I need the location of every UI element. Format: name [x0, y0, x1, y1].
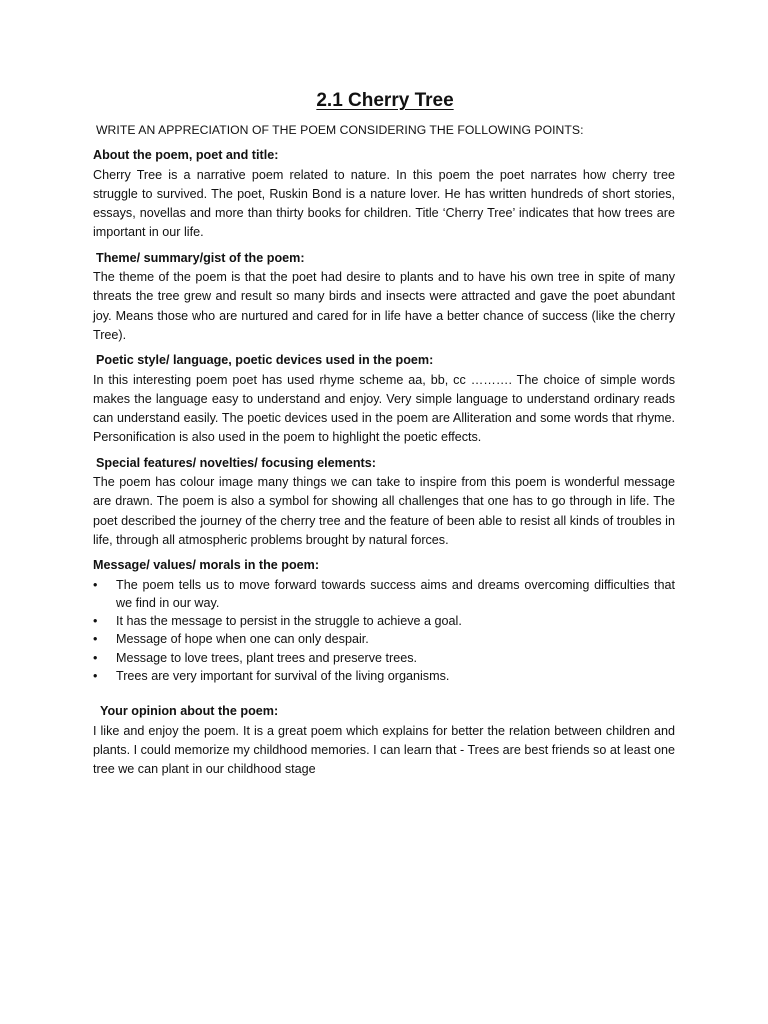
section-body-style: In this interesting poem poet has used rhyme scheme aa, bb, cc ………. The choice of simple words makes the language easy to understand and enjoy. Very simple language to understand ordinary reads can understand easily. The poetic devices used in the poem are Alliteration and some words that rhyme. Personification is also used in the poem to highlight the poetic effects. [93, 372, 675, 445]
list-item [93, 612, 675, 630]
list-item [93, 576, 675, 613]
section-heading-features: Special features/ novelties/ focusing elements: [96, 455, 376, 470]
section-heading-theme: Theme/ summary/gist of the poem: [96, 250, 305, 265]
bullet-icon: • [93, 632, 98, 647]
section-body-theme: The theme of the poem is that the poet had desire to plants and to have his own tree in spite of many threats the tree grew and result so many birds and insects were attracted and gave the poet abundant joy. Means those who are nurtured and cared for in life have a better chance of success (like the cherry Tree). [93, 270, 675, 342]
section-heading-style: Poetic style/ language, poetic devices used in the poem: [96, 353, 434, 368]
section-opinion [93, 702, 675, 779]
bullet-icon: • [93, 577, 98, 592]
bullet-icon: • [93, 614, 98, 629]
section-body-opinion: I like and enjoy the poem. It is a great poem which explains for better the relation between children and plants. I could memorize my childhood memories. I can learn that - Trees are best friends so at least one tree we can plant in our childhood stage [93, 723, 675, 777]
list-item-text: Message of hope when one can only despair. [116, 632, 369, 647]
document-page [93, 88, 675, 786]
list-item-text: The poem tells us to move forward towards success aims and dreams overcoming difficulties that we find in our way. [116, 577, 675, 610]
section-body-about: Cherry Tree is a narrative poem related to nature. In this poem the poet narrates how cherry tree struggle to survived. The poet, Ruskin Bond is a nature lover. He has written hundreds of short stories, essays, novellas and more than thirty books for children. Title ‘Cherry Tree’ indicates that how trees are important in our life. [93, 167, 675, 240]
list-item [93, 649, 675, 667]
section-heading-about: About the poem, poet and title: [93, 148, 279, 163]
message-bullet-list [93, 576, 675, 686]
instruction-text: WRITE AN APPRECIATION OF THE POEM CONSIDERING THE FOLLOWING POINTS: [96, 123, 584, 137]
list-item [93, 667, 675, 685]
section-theme [93, 249, 675, 345]
list-item [93, 630, 675, 648]
section-heading-opinion: Your opinion about the poem: [100, 704, 279, 719]
section-features [93, 454, 675, 550]
section-style [93, 351, 675, 447]
bullet-icon: • [93, 650, 98, 665]
list-item-text: Trees are very important for survival of the living organisms. [116, 669, 450, 684]
bullet-icon: • [93, 669, 98, 684]
section-body-features: The poem has colour image many things we can take to inspire from this poem is wonderful message are drawn. The poem is also a symbol for showing all challenges that one has to go through in life. The poet described the journey of the cherry tree and the feature of been able to resist all kinds of troubles in life, through all atmospheric problems brought by natural forces. [93, 475, 675, 547]
list-item-text: It has the message to persist in the struggle to achieve a goal. [116, 614, 462, 629]
section-message [93, 556, 675, 685]
list-item-text: Message to love trees, plant trees and preserve trees. [116, 650, 418, 665]
section-heading-message: Message/ values/ morals in the poem: [93, 558, 320, 573]
section-about [93, 146, 675, 242]
page-title: 2.1 Cherry Tree [316, 90, 454, 111]
